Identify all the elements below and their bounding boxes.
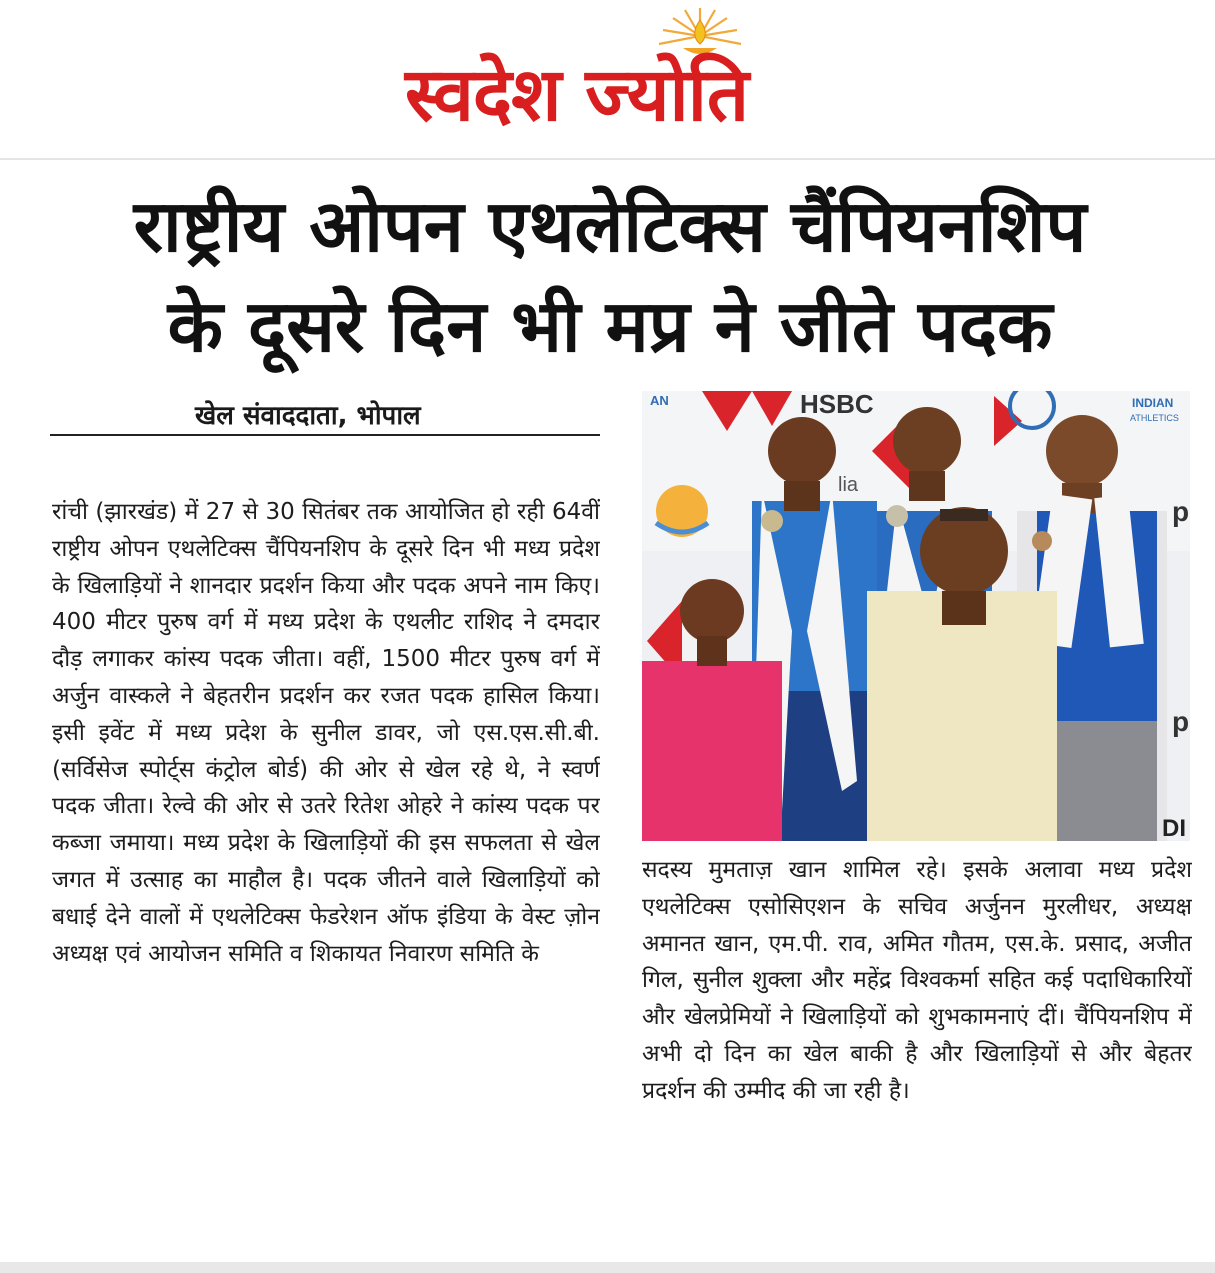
photo-illustration [642,391,1190,841]
photo-backdrop-p2: p [1172,706,1190,737]
headline-line-1: राष्ट्रीय ओपन एथलेटिक्स चैंपियनशिप [133,184,1087,268]
headline-line-2: के दूसरे दिन भी मप्र ने जीते पदक [167,284,1053,368]
article-column-left: रांची (झारखंड) में 27 से 30 सितंबर तक आयोजित हो रही 64वीं राष्ट्रीय ओपन एथलेटिक्स चैंपियनशिप के दूसरे दिन भी मध्य प्रदेश के खिलाड़ियों ने शानदार प्रदर्शन किया और पदक अपने नाम किए। 400 मीटर पुरुष वर्ग में मध्य प्रदेश के एथलीट राशिद ने दमदार दौड़ लगाकर कांस्य पदक जीता। वहीं, 1500 मीटर पुरुष वर्ग में अर्जुन वास्कले ने बेहतरीन प्रदर्शन कर रजत पदक हासिल किया। इसी इवेंट में मध्य प्रदेश के सुनील डावर, जो एस.एस.सी.बी. (सर्विसेज स्पोर्ट्स कंट्रोल बोर्ड) की ओर से खेल रहे थे, ने स्वर्ण पदक जीता। रेल्वे की ओर से उतरे रितेश ओहरे ने कांस्य पदक पर कब्जा जमाया। मध्य प्रदेश के खिलाड़ियों की इस सफलता से खेल जगत में उत्साह का माहौल है। पदक जीतने वाले खिलाड़ियों को बधाई देने वालों में एथलेटिक्स फेडरेशन ऑफ इंडिया के वेस्ट ज़ोन अध्यक्ष एवं आयोजन समिति व शिकायत निवारण समिति के [52,499,600,967]
article-headline [20,176,1200,376]
page-bottom-edge [0,1262,1215,1273]
photo-sponsor-an: AN [650,393,669,408]
photo-backdrop-lia: lia [838,474,859,496]
article-column-right: सदस्य मुमताज़ खान शामिल रहे। इसके अलावा मध्य प्रदेश एथलेटिक्स एसोसिएशन के सचिव अर्जुनन मुरलीधर, अध्यक्ष अमानत खान, एम.पी. राव, अमित गौतम, एस.के. प्रसाद, अजीत गिल, सुनील शुक्ला और महेंद्र विश्वकर्मा सहित कई पदाधिकारियों और खेलप्रेमियों ने खिलाड़ियों को शुभकामनाएं दीं। चैंपियनशिप में अभी दो दिन का खेल बाकी है और खिलाड़ियों से और बेहतर प्रदर्शन की उम्मीद की जा रही है। [642,857,1192,1104]
masthead [0,0,1215,160]
byline-rule [50,434,600,436]
photo-sponsor-hsbc: HSBC [800,391,874,419]
photo-backdrop-di: DI [1162,815,1186,841]
byline: खेल संवाददाता, भोपाल [195,401,421,431]
photo-sponsor-indian: INDIAN [1132,396,1174,410]
byline-block [50,398,600,440]
newspaper-brand: स्वदेश ज्योति [405,52,749,138]
photo-sponsor-athletics: ATHLETICS [1130,413,1179,423]
masthead-divider [0,158,1215,160]
medal-ceremony-photo [642,391,1190,841]
photo-backdrop-p1: p [1172,496,1190,527]
